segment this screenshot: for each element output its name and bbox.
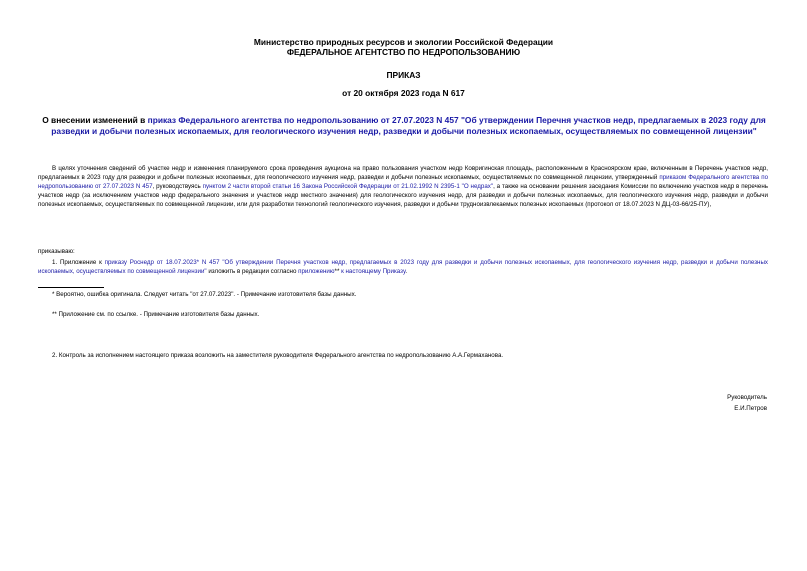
link-law-on-subsoil[interactable]: пунктом 2 части второй статьи 16 Закона Российской Федерации от 21.02.1992 N 2395-1 "О недрах" — [202, 183, 494, 190]
item-2-paragraph: 2. Контроль за исполнением настоящего приказа возложить на заместителя руководителя Федерального агентства по недропользованию А.А.Гермаханова. — [52, 352, 504, 359]
document-date: от 20 октября 2023 года N 617 — [342, 88, 465, 98]
preamble-text-3: , а также на основании решения заседания Комиссии по включению участков недр в перечень участков недр (за исключением участков недр федерального значения и участков недр местного значения) для геологического изучения недр, для разведки и добычи полезных ископаемых, для геологического изучения недр, разведки и добычи полезных ископаемых, осуществляемых по совмещенной лицензии, или для разработки технологий геологического изучения, разведки и добычи трудноизвлекаемых полезных ископаемых (протокол от 18.07.2023 N ДЦ-03-66/25-ПУ), — [38, 183, 768, 208]
preamble-paragraph — [38, 164, 768, 209]
agency-name: ФЕДЕРАЛЬНОЕ АГЕНТСТВО ПО НЕДРОПОЛЬЗОВАНИЮ — [286, 47, 521, 57]
ministry-name: Министерство природных ресурсов и экологии Российской Федерации — [253, 37, 554, 47]
link-appendix[interactable]: приложению — [298, 268, 335, 275]
document-title — [38, 115, 770, 136]
item1-text-4: . — [405, 268, 408, 275]
title-prefix: О внесении изменений в — [42, 115, 148, 125]
link-this-order[interactable]: к настоящему Приказу — [341, 268, 406, 275]
link-order-457[interactable]: приказом Федерального агентства по недропользованию от 27.07.2023 N 457 — [38, 174, 769, 190]
footnote-1: * Вероятно, ошибка оригинала. Следует читать "от 27.07.2023". - Примечание изготовителя базы данных. — [52, 291, 357, 298]
item-1-paragraph — [38, 258, 768, 276]
footnote-2: ** Приложение см. по ссылке. - Примечание изготовителя базы данных. — [52, 311, 260, 318]
link-rosnedra-order[interactable]: приказу Роснедр от 18.07.2023* N 457 "Об утверждении Перечня участков недр, предлагаемых в 2023 году для разведки и добычи полезных ископаемых, для геологического изучения недр, разведки и добычи полезных ископаемых, осуществляемых по совмещенной лицензии" — [38, 259, 768, 275]
preamble-text-1: В целях уточнения сведений об участке недр и изменения планируемого срока проведения аукциона на право пользования участком недр Ковригинская площадь, расположенным в Красноярском крае, включенным в Перечень участков недр, предлагаемых в 2023 году для разведки и добычи полезных ископаемых, для геологического изучения недр, разведки и добычи полезных ископаемых, осуществляемых по совмещенной лицензии, утвержденный — [38, 165, 768, 181]
item1-text-3: ** — [334, 268, 342, 275]
item1-text-1: 1. Приложение к — [52, 259, 105, 266]
footnote-divider — [38, 287, 104, 288]
signatory-position: Руководитель — [727, 394, 767, 401]
item1-text-2: изложить в редакции согласно — [206, 268, 299, 275]
title-link-order-457[interactable]: приказ Федерального агентства по недропользованию от 27.07.2023 N 457 "Об утверждении Перечня участков недр, предлагаемых в 2023 году для разведки и добычи полезных ископаемых, для геологического изучения недр, разведки и добычи полезных ископаемых, осуществляемых по совмещенной лицензии" — [51, 115, 766, 136]
document-type: ПРИКАЗ — [386, 70, 421, 80]
signatory-name: Е.И.Петров — [734, 405, 767, 412]
preamble-text-2: , руководствуясь — [152, 183, 203, 190]
order-word: приказываю: — [38, 248, 75, 255]
